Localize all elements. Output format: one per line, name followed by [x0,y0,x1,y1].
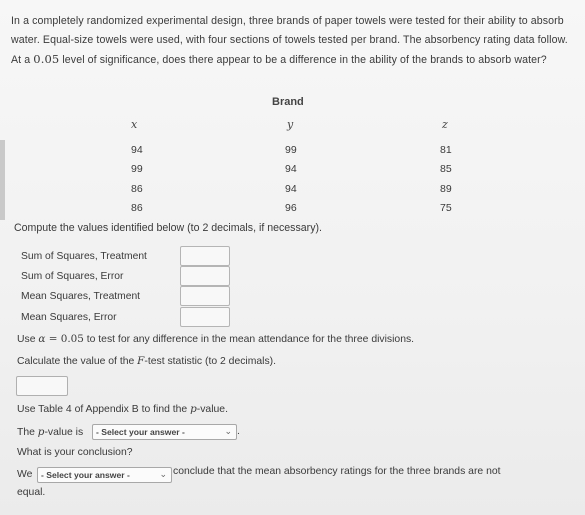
pvalue-period: . [237,426,240,437]
f-stat-instruction: Calculate the value of the F-test statistic (to 2 decimals). [17,355,277,367]
pvalue-select[interactable] [92,424,237,440]
problem-statement [11,12,571,70]
alpha-symbol: α [38,333,46,345]
alpha-instruction: Use α = 0.05 to test for any difference in the mean attendance for the three divisions. [17,333,415,345]
ss-treatment-input[interactable] [180,246,230,266]
conclusion-select[interactable] [37,467,172,483]
table-cell: 94 [131,144,143,156]
table-cell: 94 [285,183,297,195]
alpha-value: 0.05 [60,333,84,345]
table-cell: 75 [440,202,452,214]
table-cell: 89 [440,183,452,195]
table-cell: 96 [285,202,297,214]
compute-instruction: Compute the values identified below (to 2 decimals, if necessary). [14,222,322,234]
ss-treatment-label: Sum of Squares, Treatment [21,251,147,262]
conclusion-prefix: We [17,469,33,480]
conclusion-select-label: - Select your answer - [41,470,130,480]
column-header-z: z [442,118,448,131]
problem-text-2: level of significance, does there appear to be a difference in the ability of the brands to absorb water? [59,54,547,66]
significance-value: 0.05 [33,52,60,66]
conclusion-wrap: equal. [17,487,46,498]
chevron-down-icon: ⌄ [224,426,232,436]
table-cell: 99 [285,144,297,156]
table-cell: 86 [131,202,143,214]
table-cell: 85 [440,163,452,175]
column-header-x: x [131,118,138,131]
pvalue-hint: Use Table 4 of Appendix B to find the p-value. [17,403,228,415]
pvalue-select-label: - Select your answer - [96,427,185,437]
brand-header: Brand [272,96,304,108]
ss-error-input[interactable] [180,266,230,286]
column-header-y: y [287,118,294,131]
chevron-down-icon: ⌄ [159,469,167,479]
ms-error-label: Mean Squares, Error [21,312,117,323]
ms-treatment-input[interactable] [180,286,230,306]
conclusion-question: What is your conclusion? [17,447,133,458]
ms-treatment-label: Mean Squares, Treatment [21,291,141,302]
problem-text-1: In a completely randomized experimental design, three brands of paper towels were tested for their ability to absorb water. Equal-size towels were used, with four sections of towels tested per brand. The absorbency rating data follow. At a [11,15,568,66]
table-cell: 81 [440,144,452,156]
f-symbol: F [137,355,145,367]
table-cell: 99 [131,163,143,175]
table-cell: 94 [285,163,297,175]
conclusion-text: conclude that the mean absorbency ratings for the three brands are not [173,466,501,477]
ms-error-input[interactable] [180,307,230,327]
pvalue-line: The p-value is [17,426,84,438]
ss-error-label: Sum of Squares, Error [21,271,124,282]
f-statistic-input[interactable] [16,376,68,396]
table-cell: 86 [131,183,143,195]
scroll-edge [0,140,5,220]
